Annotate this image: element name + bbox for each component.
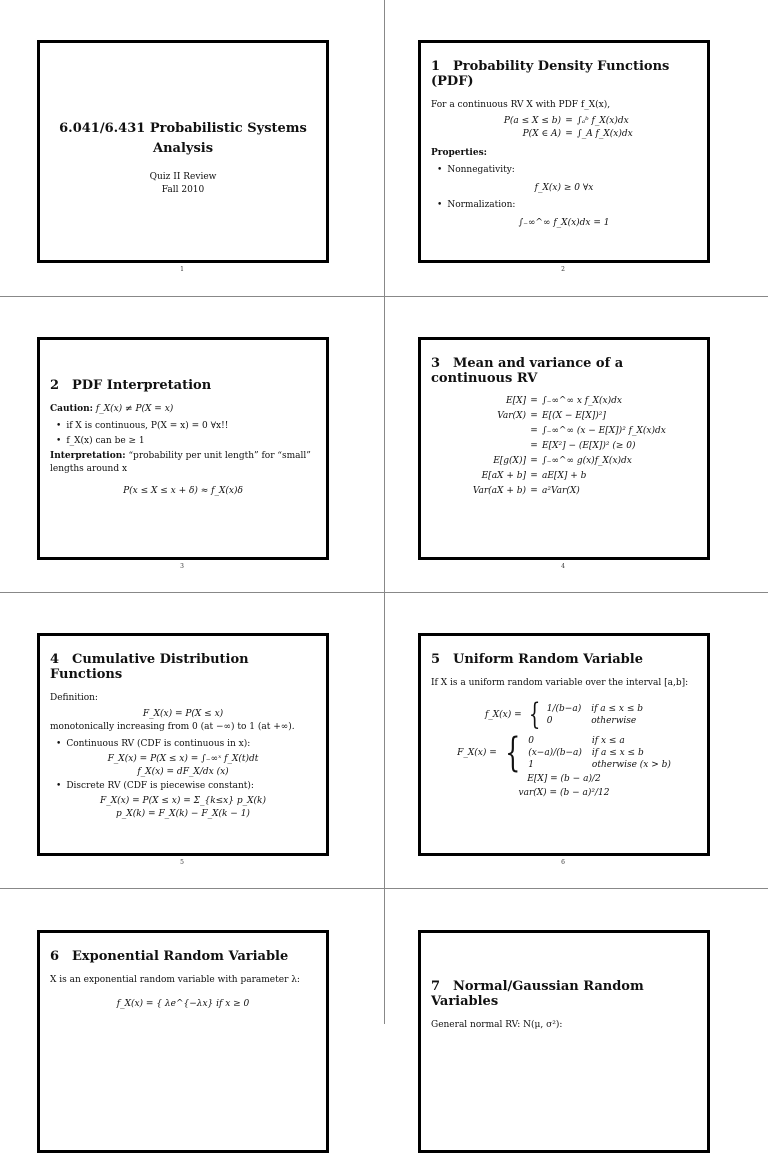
intro-text: General normal RV: N(μ, σ²): <box>431 1020 563 1030</box>
slide-2-heading <box>431 59 697 89</box>
row-divider-1 <box>0 296 768 297</box>
caution-text: f_X(x) ≠ P(X = x) <box>95 404 174 414</box>
equation: f_X(x) = { λe^{−λx} if x ≥ 0 <box>116 999 250 1009</box>
case-condition: otherwise (x > b) <box>591 760 671 770</box>
intro-text: X is an exponential random variable with parameter λ: <box>50 975 300 985</box>
section-number: 4 <box>50 652 60 667</box>
caution-label: Caution: <box>50 404 93 414</box>
cdf-definition <box>431 730 697 776</box>
slide-6-heading <box>431 652 697 667</box>
title-line-2: Analysis <box>152 141 214 156</box>
equation-row <box>431 426 697 436</box>
case-value: 0 <box>546 716 553 726</box>
equation-rhs: E[(X − E[X])²] <box>542 411 606 421</box>
title-line-1: 6.041/6.431 Probabilistic Systems <box>59 121 307 136</box>
slide-5 <box>37 633 329 856</box>
section-number: 5 <box>431 652 441 667</box>
equation-row <box>431 129 697 139</box>
equation-rhs: aE[X] + b <box>542 471 587 481</box>
bullet-item: • Normalization: <box>431 199 697 212</box>
equation-lhs: E[aX + b] <box>481 471 526 481</box>
slide-1-title <box>50 119 316 159</box>
section-title: PDF Interpretation <box>72 378 212 393</box>
slide-7-heading <box>50 949 316 964</box>
cdf-cases <box>528 736 671 770</box>
equation-lhs: Var(X) <box>497 411 526 421</box>
equation-rhs: ∫₋∞^∞ g(x)f_X(x)dx <box>542 456 632 466</box>
equation-lhs: E[g(X)] <box>493 456 526 466</box>
page-number-5: 5 <box>180 859 184 866</box>
equation-row <box>431 441 697 451</box>
section-title: Mean and variance of a continuous RV <box>431 356 624 386</box>
equation-rhs: E[X²] − (E[X])² (≥ 0) <box>542 441 636 451</box>
equation-rhs: ∫_A f_X(x)dx <box>577 129 633 139</box>
variance-equation: var(X) = (b − a)²/12 <box>518 788 610 798</box>
pdf-definition <box>431 697 697 732</box>
definition-label: Definition: <box>50 693 98 703</box>
mean-equation: E[X] = (b − a)/2 <box>527 774 601 784</box>
equals-sign: = <box>530 426 538 436</box>
equation-row <box>431 456 697 466</box>
case-condition: if a ≤ x ≤ b <box>591 748 644 758</box>
slide-5-heading <box>50 652 316 682</box>
pdf-cases <box>547 704 643 726</box>
left-brace: { <box>504 730 521 776</box>
section-title: Normal/Gaussian Random Variables <box>431 979 644 1009</box>
equation-row <box>431 486 697 496</box>
equation: F_X(x) = P(X ≤ x) = Σ_{k≤x} p_X(k) <box>100 796 266 806</box>
case-value: 1 <box>528 760 534 770</box>
equation: P(x ≤ X ≤ x + δ) ≈ f_X(x)δ <box>123 486 243 496</box>
left-brace: { <box>528 697 540 732</box>
slide-1 <box>37 40 329 263</box>
interpretation-line <box>50 450 316 476</box>
intro-text: For a continuous RV X with PDF f_X(x), <box>431 100 611 110</box>
subtitle-line-2: Fall 2010 <box>161 185 205 195</box>
interpretation-text: “probability per unit length” for “small” lengths around x <box>50 451 311 474</box>
slide-4-heading <box>431 356 697 386</box>
slide-8-heading <box>431 979 697 1009</box>
page-number-1: 1 <box>180 266 184 273</box>
page-number-2: 2 <box>561 266 565 273</box>
section-number: 2 <box>50 378 60 393</box>
caution-line <box>50 403 316 416</box>
column-divider <box>384 0 385 1024</box>
section-title: Cumulative Distribution Functions <box>50 652 249 682</box>
equation-row <box>431 396 697 406</box>
pdf-lhs: f_X(x) = <box>484 710 522 720</box>
bullet-item: • Continuous RV (CDF is continuous in x): <box>50 738 316 751</box>
section-title: Probability Density Functions (PDF) <box>431 59 670 89</box>
case-value: 1/(b−a) <box>546 704 582 714</box>
equation-row <box>431 471 697 481</box>
equation-rhs: ∫₋∞^∞ (x − E[X])² f_X(x)dx <box>542 426 666 436</box>
properties-label: Properties: <box>431 148 487 158</box>
equation-row <box>431 411 697 421</box>
equation-rhs: ∫₋∞^∞ x f_X(x)dx <box>542 396 622 406</box>
slide-6 <box>418 633 710 856</box>
equation-row <box>431 116 697 126</box>
equation-rhs: a²Var(X) <box>542 486 580 496</box>
row-divider-2 <box>0 592 768 593</box>
slide-3 <box>37 337 329 560</box>
section-number: 7 <box>431 979 441 994</box>
subtitle-line-1: Quiz II Review <box>149 172 217 182</box>
equals-sign: = <box>565 129 573 139</box>
equals-sign: = <box>565 116 573 126</box>
equals-sign: = <box>530 396 538 406</box>
bullet-item: • Discrete RV (CDF is piecewise constant): <box>50 780 316 793</box>
section-number: 6 <box>50 949 60 964</box>
equals-sign: = <box>530 486 538 496</box>
bullet-item: • f_X(x) can be ≥ 1 <box>50 435 316 448</box>
cdf-lhs: F_X(x) = <box>457 748 497 758</box>
equals-sign: = <box>530 471 538 481</box>
monotonic-text: monotonically increasing from 0 (at −∞) to 1 (at +∞). <box>50 722 295 732</box>
slide-7 <box>37 930 329 1153</box>
interpretation-label: Interpretation: <box>50 451 126 461</box>
equation-lhs: P(a ≤ X ≤ b) <box>503 116 561 126</box>
equation-lhs: P(X ∈ A) <box>522 129 561 139</box>
section-number: 3 <box>431 356 441 371</box>
equation: p_X(k) = F_X(k) − F_X(k − 1) <box>116 809 250 819</box>
case-condition: otherwise <box>591 716 637 726</box>
case-condition: if x ≤ a <box>591 736 625 746</box>
case-condition: if a ≤ x ≤ b <box>591 704 644 714</box>
section-title: Exponential Random Variable <box>72 949 289 964</box>
case-value: 0 <box>528 736 534 746</box>
intro-text: If X is a uniform random variable over the interval [a,b]: <box>431 678 689 688</box>
bullet-item: • Nonnegativity: <box>431 164 697 177</box>
equation-block <box>431 396 697 496</box>
slide-8 <box>418 930 710 1153</box>
equals-sign: = <box>530 441 538 451</box>
equals-sign: = <box>530 456 538 466</box>
equation-lhs: Var(aX + b) <box>472 486 526 496</box>
slide-2 <box>418 40 710 263</box>
slide-3-heading <box>50 378 316 393</box>
page-number-6: 6 <box>561 859 565 866</box>
section-number: 1 <box>431 59 441 74</box>
section-title: Uniform Random Variable <box>453 652 643 667</box>
equals-sign: = <box>530 411 538 421</box>
equation: f_X(x) = dF_X/dx (x) <box>137 767 229 777</box>
equation: f_X(x) ≥ 0 ∀x <box>534 183 594 193</box>
page-number-3: 3 <box>180 563 184 570</box>
equation: F_X(x) = P(X ≤ x) = ∫₋∞ˣ f_X(t)dt <box>107 754 259 764</box>
equation-rhs: ∫ₐᵇ f_X(x)dx <box>577 116 629 126</box>
equation: F_X(x) = P(X ≤ x) <box>142 709 224 719</box>
row-divider-3 <box>0 888 768 889</box>
case-value: (x−a)/(b−a) <box>528 748 582 758</box>
slide-4 <box>418 337 710 560</box>
page-number-4: 4 <box>561 563 565 570</box>
equation: ∫₋∞^∞ f_X(x)dx = 1 <box>518 218 610 228</box>
slide-1-subtitle <box>50 171 316 197</box>
bullet-item: • if X is continuous, P(X = x) = 0 ∀x!! <box>50 420 316 433</box>
equation-lhs: E[X] <box>506 396 526 406</box>
